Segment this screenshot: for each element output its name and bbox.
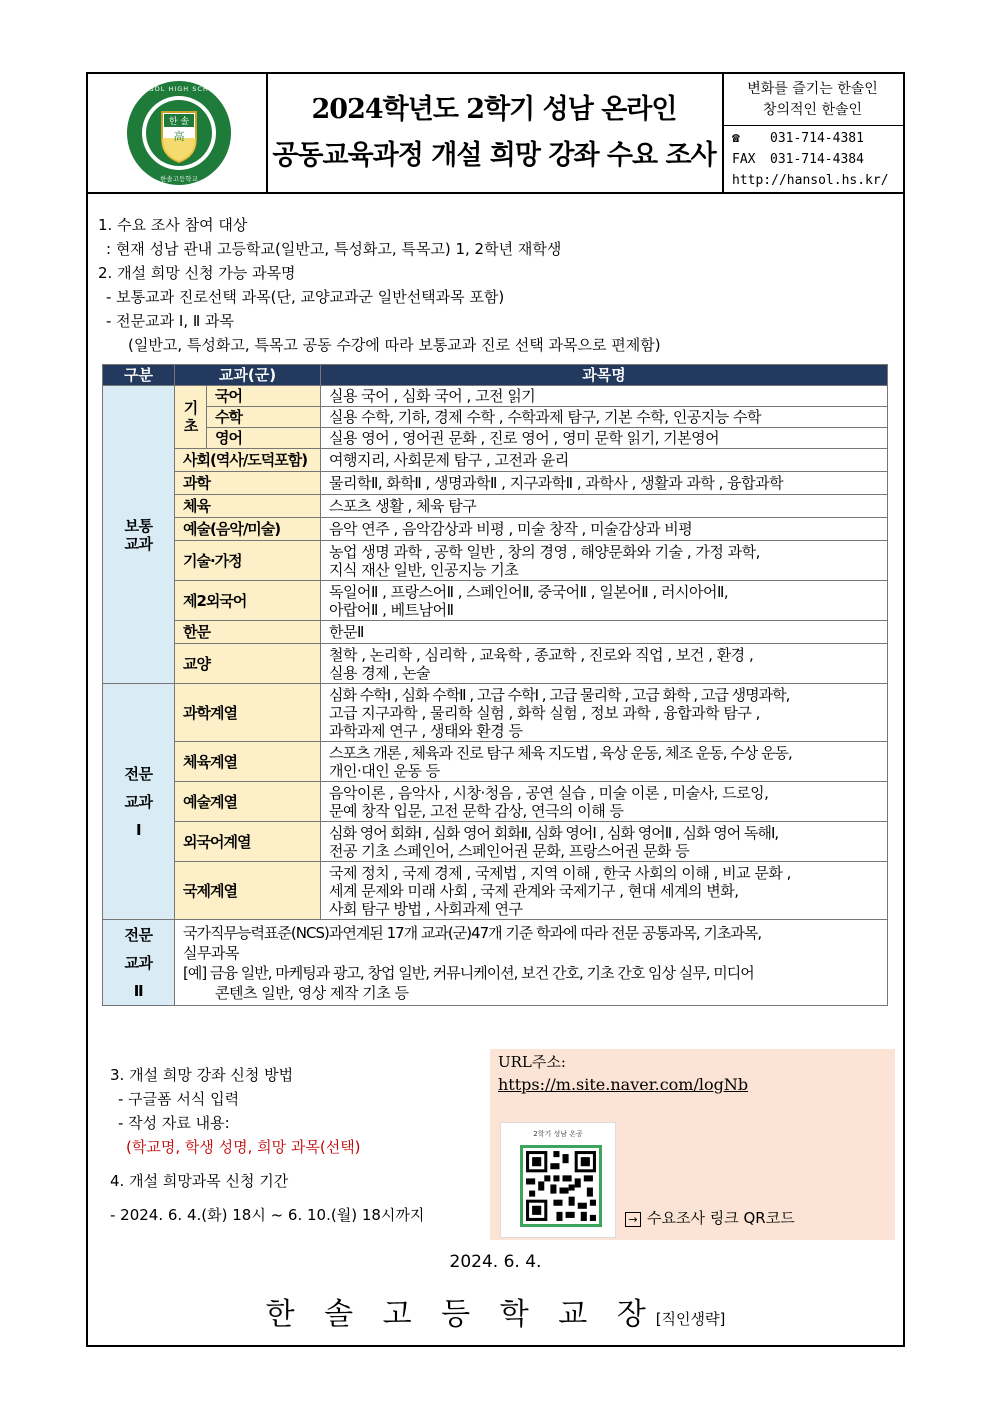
table-row — [103, 449, 888, 472]
category-pro1-line-3: Ⅰ — [135, 820, 142, 839]
arrow-box-icon: → — [625, 1212, 641, 1227]
course-line: 실용 경제 , 논술 — [329, 663, 431, 682]
section-2-item-1: - 보통교과 진로선택 과목(단, 교양교과군 일반선택과목 포함) — [106, 288, 505, 306]
subject-korean: 국어 — [207, 386, 321, 407]
table-row — [103, 386, 888, 407]
subject-liberal-arts: 교양 — [175, 644, 321, 684]
section-3-item-2: - 작성 자료 내용: — [118, 1114, 230, 1132]
table-row — [103, 621, 888, 644]
school-logo-cell — [88, 74, 268, 192]
course-line: 콘텐츠 일반, 영상 제작 기초 등 — [215, 983, 409, 1002]
category-pro2-line-1: 전문 — [124, 925, 153, 944]
category-pro2-line-3: Ⅱ — [133, 981, 144, 1000]
course-line: 농업 생명 과학 , 공학 일반 , 창의 경영 , 해양문화와 기술 , 가정 과학, — [329, 542, 760, 561]
document-header — [88, 74, 903, 194]
section-3-item-3: (학교명, 학생 성명, 희망 과목(선택) — [126, 1138, 361, 1156]
course-line: 독일어Ⅱ , 프랑스어Ⅱ , 스페인어Ⅱ, 중국어Ⅱ , 일본어Ⅱ , 러시아어Ⅱ, — [329, 582, 729, 601]
course-line: 실무과목 — [183, 943, 239, 962]
course-line: 철학 , 논리학 , 심리학 , 교육학 , 종교학 , 진로와 직업 , 보건 , 환경 , — [329, 645, 754, 664]
school-contact — [722, 126, 903, 191]
course-table — [102, 364, 888, 1006]
courses-chinese-classics — [321, 621, 888, 644]
subject-arts: 예술(음악/미술) — [175, 518, 321, 541]
logo-top-text: HANSOL HIGH SCHOOL — [132, 85, 226, 93]
category-general — [103, 386, 175, 684]
logo-char: 高 — [173, 130, 185, 143]
course-line: 세계 문제와 미래 사회 , 국제 관계와 국제기구 , 현대 세계의 변화, — [329, 881, 739, 900]
principal-signature — [88, 1289, 903, 1333]
subject-chinese-classics: 한문 — [175, 621, 321, 644]
table-row — [103, 407, 888, 428]
course-line: 한문Ⅱ — [329, 623, 364, 641]
subject-tech-home: 기술·가정 — [175, 541, 321, 581]
courses-liberal-arts — [321, 644, 888, 684]
subject-arts-track: 예술계열 — [175, 782, 321, 822]
course-line: 물리학Ⅱ, 화학Ⅱ , 생명과학Ⅱ , 지구과학Ⅱ , 과학사 , 생활과 과학 , 융합과학 — [329, 474, 784, 492]
courses-math — [321, 407, 888, 428]
qr-code-icon — [520, 1145, 602, 1227]
document-title — [266, 74, 724, 192]
course-line: 개인·대인 운동 등 — [329, 761, 440, 780]
header-subject-group: 교과(군) — [175, 365, 321, 386]
school-motto — [722, 74, 903, 126]
course-line: 지식 재산 일반, 인공지능 기초 — [329, 560, 519, 579]
table-row — [103, 644, 888, 684]
course-line: 아랍어Ⅱ , 베트남어Ⅱ — [329, 600, 454, 619]
course-line: 실용 영어 , 영어권 문화 , 진로 영어 , 영미 문학 읽기, 기본영어 — [329, 429, 720, 447]
section-3-title: 3. 개설 희망 강좌 신청 방법 — [110, 1066, 294, 1084]
header-category: 구분 — [103, 365, 175, 386]
section-2-title: 2. 개설 희망 신청 가능 과목명 — [98, 264, 296, 282]
document-frame — [86, 72, 905, 1347]
phone-number: 031-714-4381 — [770, 131, 864, 146]
school-logo — [124, 78, 234, 188]
subject-science: 과학 — [175, 472, 321, 495]
subject-international-track: 국제계열 — [175, 862, 321, 920]
subject-social: 사회(역사/도덕포함) — [175, 449, 321, 472]
table-row — [103, 541, 888, 581]
category-pro1-line-1: 전문 — [124, 764, 153, 783]
table-row — [103, 822, 888, 862]
subject-math: 수학 — [207, 407, 321, 428]
subject-english: 영어 — [207, 428, 321, 449]
school-info-cell — [722, 74, 903, 192]
subject-science-track: 과학계열 — [175, 684, 321, 742]
section-2-item-2: - 전문교과 Ⅰ, Ⅱ 과목 — [106, 312, 235, 330]
section-4-title: 4. 개설 희망과목 신청 기간 — [110, 1172, 289, 1190]
document-date: 2024. 6. 4. — [449, 1252, 542, 1272]
url-label: URL주소: — [498, 1053, 566, 1071]
table-row — [103, 862, 888, 920]
fax-number: 031-714-4384 — [770, 152, 864, 167]
course-line: 음악이론 , 음악사 , 시창·청음 , 공연 실습 , 미술 이론 , 미술사, 드로잉, — [329, 783, 769, 802]
courses-science-track — [321, 684, 888, 742]
course-line: 문예 창작 입문, 고전 문학 감상, 연극의 이해 등 — [329, 801, 624, 820]
courses-arts-track — [321, 782, 888, 822]
apply-link-box — [490, 1049, 895, 1240]
course-line: 과학과제 연구 , 생태와 환경 등 — [329, 721, 523, 740]
survey-url-link[interactable]: https://m.site.naver.com/logNb — [498, 1075, 749, 1094]
table-row — [103, 495, 888, 518]
table-header-row — [103, 365, 888, 386]
school-url[interactable]: http://hansol.hs.kr/ — [732, 173, 889, 188]
course-line: 국가직무능력표준(NCS)과연계된 17개 교과(군)47개 기준 학과에 따라 전문 공통과목, 기초과목, — [183, 923, 762, 942]
category-pro1-line-2: 교과 — [124, 792, 153, 811]
course-line: 사회 탐구 방법 , 사회과제 연구 — [329, 899, 523, 918]
category-general-line-1: 보통 — [124, 516, 153, 535]
title-line-2: 공동교육과정 개설 희망 강좌 수요 조사 — [272, 140, 716, 171]
course-line: [예] 금융 일반, 마케팅과 광고, 창업 일반, 커뮤니케이션, 보건 간호, 기초 간호 임상 실무, 미디어 — [183, 963, 754, 982]
category-professional-1 — [103, 684, 175, 920]
logo-bottom-text: 한솔고등학교 — [160, 175, 198, 183]
course-line: 국제 정치 , 국제 경제 , 국제법 , 지역 이해 , 한국 사회의 이해 , 비교 문화 , — [329, 863, 791, 882]
table-row — [103, 472, 888, 495]
section-2-note: (일반고, 특성화고, 특목고 공동 수강에 따라 보통교과 진로 선택 과목으로 편제함) — [128, 336, 661, 354]
courses-korean — [321, 386, 888, 407]
phone-icon: ☎ — [732, 131, 740, 146]
subject-second-language: 제2외국어 — [175, 581, 321, 621]
motto-line-1: 변화를 즐기는 한솔인 — [747, 81, 878, 97]
courses-language-track — [321, 822, 888, 862]
courses-social — [321, 449, 888, 472]
course-line: 실용 국어 , 심화 국어 , 고전 읽기 — [329, 387, 536, 405]
subject-pe-track: 체육계열 — [175, 742, 321, 782]
courses-tech-home — [321, 541, 888, 581]
table-row — [103, 518, 888, 541]
qr-note — [625, 1207, 795, 1228]
section-1-body: : 현재 성남 관내 고등학교(일반고, 특성화고, 특목고) 1, 2학년 재학생 — [106, 240, 562, 258]
basic-label-line-1: 기 — [183, 399, 198, 417]
principal-name: 한 솔 고 등 학 교 장 — [265, 1297, 656, 1332]
seal-note: [직인생략] — [655, 1310, 726, 1328]
course-line: 여행지리, 사회문제 탐구 , 고전과 윤리 — [329, 451, 569, 469]
subject-pe: 체육 — [175, 495, 321, 518]
title-line-1: 2024학년도 2학기 성남 온라인 — [311, 94, 677, 125]
course-line: 실용 수학, 기하, 경제 수학 , 수학과제 탐구, 기본 수학, 인공지능 수학 — [329, 408, 762, 426]
fax-label: FAX — [732, 152, 756, 167]
motto-line-2: 창의적인 한솔인 — [762, 102, 863, 118]
course-line: 스포츠 개론 , 체육과 진로 탐구 체육 지도법 , 육상 운동, 체조 운동, 수상 운동, — [329, 743, 792, 762]
subject-language-track: 외국어계열 — [175, 822, 321, 862]
category-professional-2 — [103, 920, 175, 1006]
logo-center-text: 한 솔 — [168, 117, 190, 127]
section-3-item-1: - 구글폼 서식 입력 — [118, 1090, 240, 1108]
category-general-line-2: 교과 — [124, 534, 153, 553]
courses-pe-track — [321, 742, 888, 782]
table-row — [103, 428, 888, 449]
courses-arts — [321, 518, 888, 541]
header-course-names: 과목명 — [321, 365, 888, 386]
qr-caption: 2학기 성남 온공 — [533, 1130, 583, 1138]
courses-second-language — [321, 581, 888, 621]
basic-subjects-label — [175, 386, 207, 449]
table-row — [103, 920, 888, 1006]
courses-english — [321, 428, 888, 449]
courses-science — [321, 472, 888, 495]
table-row — [103, 684, 888, 742]
course-line: 심화 수학Ⅰ , 심화 수학Ⅱ , 고급 수학Ⅰ , 고급 물리학 , 고급 화학 , 고급 생명과학, — [329, 685, 790, 704]
courses-pe — [321, 495, 888, 518]
course-line: 심화 영어 회화Ⅰ , 심화 영어 회화Ⅱ, 심화 영어Ⅰ , 심화 영어Ⅱ , 심화 영어 독해Ⅰ, — [329, 823, 779, 842]
course-line: 전공 기초 스페인어, 스페인어권 문화, 프랑스어권 문화 등 — [329, 841, 690, 860]
table-row — [103, 581, 888, 621]
qr-code-card[interactable] — [500, 1122, 616, 1238]
section-1-title: 1. 수요 조사 참여 대상 — [98, 216, 248, 234]
course-line: 고급 지구과학 , 물리학 실험 , 화학 실험 , 정보 과학 , 융합과학 탐구 , — [329, 703, 760, 722]
basic-label-line-2: 초 — [183, 417, 198, 435]
qr-note-text: 수요조사 링크 QR코드 — [647, 1209, 795, 1227]
table-row — [103, 742, 888, 782]
section-4-item: - 2024. 6. 4.(화) 18시 ~ 6. 10.(월) 18시까지 — [110, 1206, 425, 1224]
category-pro2-line-2: 교과 — [124, 953, 153, 972]
courses-professional-2 — [175, 920, 888, 1006]
table-row — [103, 782, 888, 822]
course-line: 스포츠 생활 , 체육 탐구 — [329, 497, 477, 515]
courses-international-track — [321, 862, 888, 920]
course-line: 음악 연주 , 음악감상과 비평 , 미술 창작 , 미술감상과 비평 — [329, 520, 693, 538]
